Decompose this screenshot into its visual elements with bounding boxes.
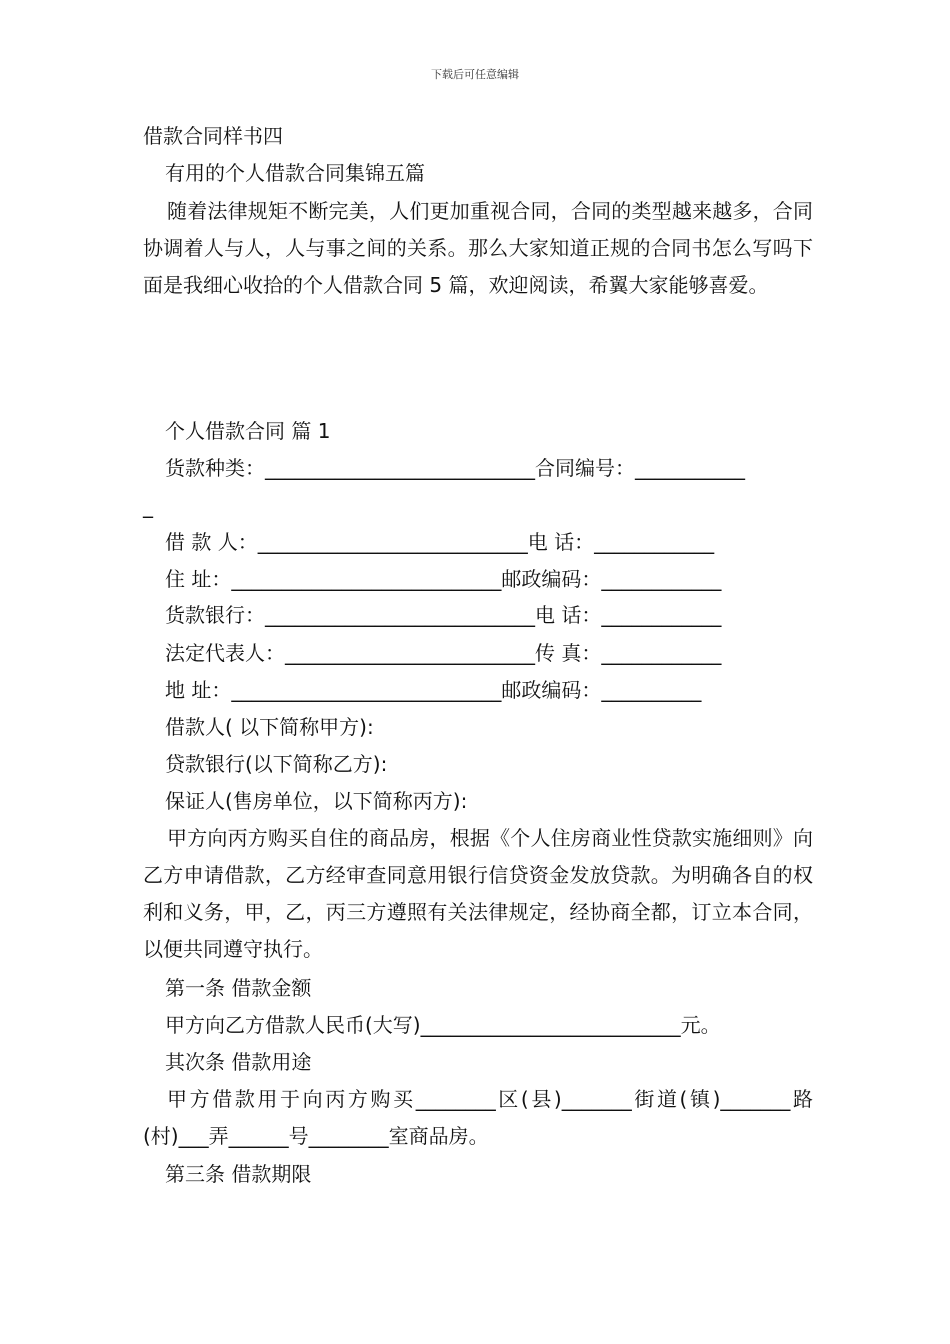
document-title: 借款合同样书四: [143, 124, 283, 148]
party-guarantor: 保证人(售房单位，以下简称丙方):: [165, 789, 468, 813]
article-1-title: 第一条 借款金额: [165, 976, 312, 1000]
party-bank: 贷款银行(以下简称乙方):: [165, 752, 388, 776]
preamble-paragraph: 甲方向丙方购买自住的商品房，根据《个人住房商业性贷款实施细则》向乙方申请借款，乙方经审查同意用银行信贷资金发放贷款。为明确各自的权利和义务，甲，乙，丙三方遵照有关法律规定，经协商全都，订立本合同，以便共同遵守执行。: [143, 826, 813, 961]
field-representative: 法定代表人：_________________________传 真：____________: [165, 641, 722, 665]
field-bank-address: 地 址：___________________________邮政编码：__________: [165, 678, 702, 702]
page-header: 下载后可任意编辑: [431, 68, 519, 81]
field-bank: 货款银行：___________________________电 话：____________: [165, 603, 722, 627]
article-2-body: 甲方借款用于向丙方购买________区(县)_______街道(镇)_______路(村)___弄______号________室商品房。: [143, 1087, 813, 1148]
subtitle: 有用的个人借款合同集锦五篇: [165, 161, 425, 185]
intro-paragraph: 随着法律规矩不断完美，人们更加重视合同，合同的类型越来越多，合同协调着人与人，人与事之间的关系。那么大家知道正规的合同书怎么写吗下面是我细心收拾的个人借款合同 5 篇，欢迎阅读，希翼大家能够喜爱。: [143, 199, 813, 297]
field-address: 住 址：___________________________邮政编码：____________: [165, 567, 722, 591]
contract-heading: 个人借款合同 篇 1: [165, 419, 331, 443]
article-2-title: 其次条 借款用途: [165, 1050, 312, 1074]
field-continuation: _: [143, 494, 153, 518]
field-borrower: 借 款 人：___________________________电 话：____________: [165, 530, 715, 554]
party-borrower: 借款人( 以下简称甲方):: [165, 715, 374, 739]
field-loan-type: 货款种类：___________________________合同编号：___________: [165, 456, 745, 480]
article-3-title: 第三条 借款期限: [165, 1162, 312, 1186]
article-1-body: 甲方向乙方借款人民币(大写)__________________________元。: [165, 1013, 721, 1037]
